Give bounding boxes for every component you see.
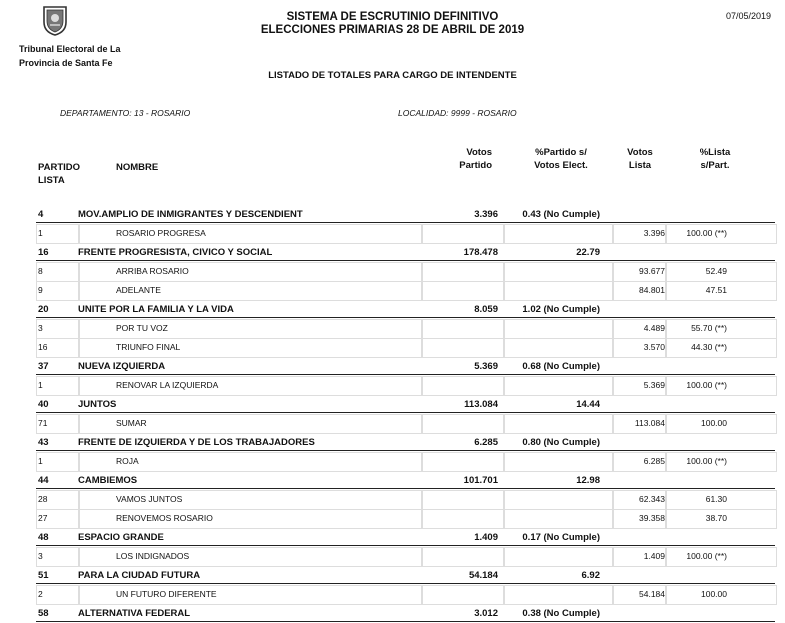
table-cell-border xyxy=(421,338,505,358)
party-row xyxy=(0,528,785,547)
table-cell-border xyxy=(503,452,614,472)
party-row-underline xyxy=(36,488,775,489)
party-row-underline xyxy=(36,260,775,261)
table-cell-border xyxy=(421,509,505,529)
list-votes: 93.677 xyxy=(639,266,665,276)
party-row-underline xyxy=(36,621,775,622)
col-header-votos-partido-l2: Partido xyxy=(459,160,492,171)
party-row-underline xyxy=(36,583,775,584)
list-name: RENOVAR LA IZQUIERDA xyxy=(116,380,219,390)
party-name: FRENTE DE IZQUIERDA Y DE LOS TRABAJADORES xyxy=(78,437,315,448)
table-cell-border xyxy=(503,281,614,301)
report-date: 07/05/2019 xyxy=(725,11,771,21)
party-row xyxy=(0,357,785,376)
list-percent: 100.00 xyxy=(701,589,727,599)
col-header-votos-partido xyxy=(430,146,492,172)
list-row xyxy=(0,452,785,471)
col-header-votos-partido-l1: Votos xyxy=(466,147,492,158)
list-row xyxy=(0,547,785,566)
list-row xyxy=(0,262,785,281)
tribunal-name-line1: Tribunal Electoral de La xyxy=(19,44,121,54)
party-votes: 101.701 xyxy=(463,475,498,486)
party-row-underline xyxy=(36,412,775,413)
list-name: RENOVEMOS ROSARIO xyxy=(116,513,213,523)
table-cell-border xyxy=(503,414,614,434)
list-number: 1 xyxy=(38,380,43,390)
party-percent: 12.98 xyxy=(576,475,600,486)
party-votes: 54.184 xyxy=(468,570,498,581)
table-cell-border xyxy=(503,376,614,396)
list-votes: 3.570 xyxy=(643,342,665,352)
party-number: 20 xyxy=(38,304,49,315)
table-cell-border xyxy=(421,547,505,567)
party-row xyxy=(0,471,785,490)
list-row xyxy=(0,490,785,509)
party-name: CAMBIEMOS xyxy=(78,475,138,486)
list-percent: 55.70 (**) xyxy=(691,323,727,333)
party-votes: 1.409 xyxy=(474,532,498,543)
party-percent: 6.92 xyxy=(581,570,600,581)
list-row xyxy=(0,585,785,604)
party-number: 4 xyxy=(38,209,44,220)
party-number: 58 xyxy=(38,608,49,619)
table-cell-border xyxy=(421,224,505,244)
list-number: 28 xyxy=(38,494,48,504)
list-name: TRIUNFO FINAL xyxy=(116,342,181,352)
list-votes: 39.358 xyxy=(639,513,665,523)
list-percent: 47.51 xyxy=(705,285,727,295)
list-votes: 113.084 xyxy=(634,418,665,428)
table-cell-border xyxy=(421,262,505,282)
party-row xyxy=(0,566,785,585)
list-number: 16 xyxy=(38,342,48,352)
party-name: ALTERNATIVA FEDERAL xyxy=(78,608,191,619)
list-votes: 84.801 xyxy=(639,285,665,295)
party-row xyxy=(0,604,785,623)
party-votes: 5.369 xyxy=(474,361,498,372)
party-percent: 22.79 xyxy=(576,247,600,258)
table-cell-border xyxy=(421,414,505,434)
party-votes: 8.059 xyxy=(474,304,498,315)
col-header-nombre: NOMBRE xyxy=(116,162,159,173)
party-row-underline xyxy=(36,450,775,451)
report-title-line1: SISTEMA DE ESCRUTINIO DEFINITIVO xyxy=(286,11,499,23)
list-number: 2 xyxy=(38,589,43,599)
localidad-label: LOCALIDAD: 9999 - ROSARIO xyxy=(398,108,517,118)
col-header-pct-partido-l2: Votos Elect. xyxy=(534,160,588,171)
party-number: 40 xyxy=(38,399,49,410)
party-votes: 3.012 xyxy=(474,608,498,619)
table-cell-border xyxy=(421,452,505,472)
list-name: POR TU VOZ xyxy=(116,323,168,333)
col-header-pct-partido-l1: %Partido s/ xyxy=(535,147,587,158)
list-votes: 1.409 xyxy=(643,551,665,561)
departamento-label: DEPARTAMENTO: 13 - ROSARIO xyxy=(60,108,191,118)
col-header-votos-lista-l1: Votos xyxy=(627,147,653,158)
party-percent: 0.17 (No Cumple) xyxy=(522,532,600,543)
list-row xyxy=(0,224,785,243)
list-number: 71 xyxy=(38,418,48,428)
table-cell-border xyxy=(503,319,614,339)
list-row xyxy=(0,319,785,338)
list-name: UN FUTURO DIFERENTE xyxy=(116,589,217,599)
table-cell-border xyxy=(503,490,614,510)
list-number: 8 xyxy=(38,266,43,276)
party-number: 51 xyxy=(38,570,49,581)
party-number: 48 xyxy=(38,532,49,543)
list-name: ROJA xyxy=(116,456,139,466)
list-percent: 100.00 (**) xyxy=(686,551,727,561)
col-header-votos-lista-l2: Lista xyxy=(628,160,652,171)
table-cell-border xyxy=(503,338,614,358)
party-row-underline xyxy=(36,545,775,546)
list-row xyxy=(0,281,785,300)
list-percent: 100.00 (**) xyxy=(686,456,727,466)
list-name: ADELANTE xyxy=(116,285,161,295)
party-name: JUNTOS xyxy=(78,399,117,410)
table-cell-border xyxy=(503,262,614,282)
col-header-pct-lista-l2: s/Part. xyxy=(700,160,730,171)
party-name: NUEVA IZQUIERDA xyxy=(78,361,166,372)
party-row xyxy=(0,300,785,319)
party-name: ESPACIO GRANDE xyxy=(78,532,164,543)
col-header-partido xyxy=(38,161,80,187)
list-percent: 38.70 xyxy=(705,513,727,523)
list-votes: 62.343 xyxy=(639,494,665,504)
party-number: 44 xyxy=(38,475,49,486)
list-votes: 3.396 xyxy=(643,228,665,238)
party-percent: 0.68 (No Cumple) xyxy=(522,361,600,372)
list-votes: 4.489 xyxy=(643,323,665,333)
party-row-underline xyxy=(36,222,775,223)
list-row xyxy=(0,376,785,395)
col-header-pct-lista-l1: %Lista xyxy=(699,147,731,158)
party-row-underline xyxy=(36,374,775,375)
party-name: FRENTE PROGRESISTA, CIVICO Y SOCIAL xyxy=(78,247,273,258)
party-number: 37 xyxy=(38,361,49,372)
party-row xyxy=(0,205,785,224)
listado-title: LISTADO DE TOTALES PARA CARGO DE INTENDENTE xyxy=(268,70,517,81)
list-row xyxy=(0,338,785,357)
list-percent: 44.30 (**) xyxy=(691,342,727,352)
report-title-line2: ELECCIONES PRIMARIAS 28 DE ABRIL DE 2019 xyxy=(260,24,525,36)
col-header-partido-text: PARTIDO xyxy=(38,162,81,173)
party-percent: 0.80 (No Cumple) xyxy=(522,437,600,448)
party-row xyxy=(0,395,785,414)
party-votes: 113.084 xyxy=(464,399,498,410)
list-number: 3 xyxy=(38,323,43,333)
party-name: MOV.AMPLIO DE INMIGRANTES Y DESCENDIENT xyxy=(78,209,303,220)
table-cell-border xyxy=(503,547,614,567)
list-name: LOS INDIGNADOS xyxy=(116,551,190,561)
table-cell-border xyxy=(421,490,505,510)
table-cell-border xyxy=(421,376,505,396)
list-votes: 54.184 xyxy=(639,589,665,599)
list-votes: 5.369 xyxy=(643,380,665,390)
list-row xyxy=(0,509,785,528)
table-cell-border xyxy=(421,281,505,301)
party-row xyxy=(0,243,785,262)
party-votes: 3.396 xyxy=(474,209,498,220)
list-name: VAMOS JUNTOS xyxy=(116,494,183,504)
list-percent: 100.00 (**) xyxy=(686,380,727,390)
col-header-lista-text: LISTA xyxy=(38,175,65,186)
table-cell-border xyxy=(503,585,614,605)
list-number: 9 xyxy=(38,285,43,295)
col-header-votos-lista xyxy=(615,146,665,172)
list-name: ROSARIO PROGRESA xyxy=(116,228,206,238)
list-number: 27 xyxy=(38,513,48,523)
party-percent: 1.02 (No Cumple) xyxy=(522,304,600,315)
table-cell-border xyxy=(503,509,614,529)
list-percent: 52.49 xyxy=(705,266,727,276)
party-row xyxy=(0,433,785,452)
list-row xyxy=(0,414,785,433)
table-cell-border xyxy=(421,319,505,339)
party-name: PARA LA CIUDAD FUTURA xyxy=(78,570,201,581)
list-votes: 6.285 xyxy=(643,456,665,466)
party-name: UNITE POR LA FAMILIA Y LA VIDA xyxy=(78,304,234,315)
col-header-pct-lista xyxy=(685,146,745,172)
list-name: SUMAR xyxy=(116,418,147,428)
party-number: 43 xyxy=(38,437,49,448)
party-row-underline xyxy=(36,317,775,318)
list-number: 1 xyxy=(38,456,43,466)
col-header-pct-partido xyxy=(515,146,607,172)
list-percent: 100.00 (**) xyxy=(686,228,727,238)
party-percent: 0.38 (No Cumple) xyxy=(522,608,600,619)
party-votes: 178.478 xyxy=(463,247,498,258)
party-number: 16 xyxy=(38,247,49,258)
list-percent: 100.00 xyxy=(701,418,727,428)
list-name: ARRIBA ROSARIO xyxy=(116,266,189,276)
list-number: 1 xyxy=(38,228,43,238)
table-cell-border xyxy=(421,585,505,605)
party-votes: 6.285 xyxy=(474,437,498,448)
party-percent: 14.44 xyxy=(576,399,600,410)
list-number: 3 xyxy=(38,551,43,561)
list-percent: 61.30 xyxy=(705,494,727,504)
party-percent: 0.43 (No Cumple) xyxy=(522,209,600,220)
tribunal-name-line2: Provincia de Santa Fe xyxy=(19,58,113,68)
table-cell-border xyxy=(503,224,614,244)
